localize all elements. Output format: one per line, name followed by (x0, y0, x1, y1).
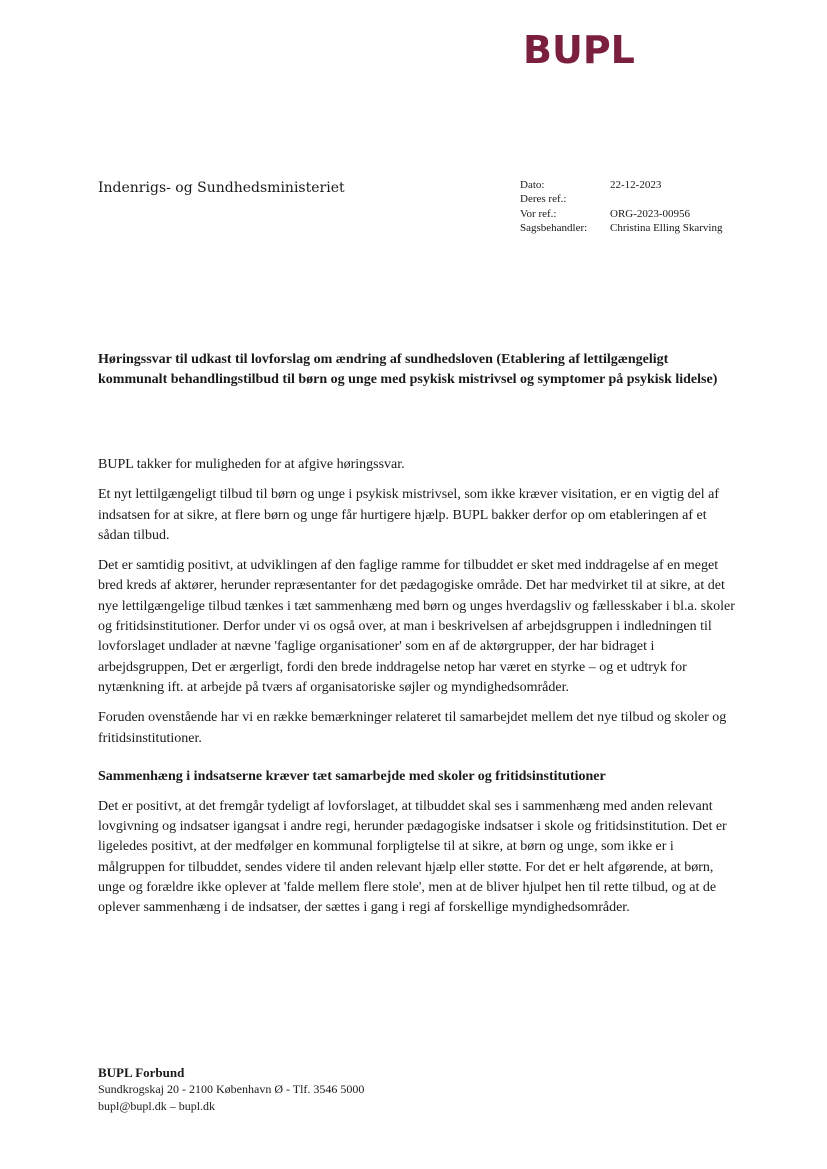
footer-contact: bupl@bupl.dk – bupl.dk (98, 1099, 216, 1113)
meta-value: ORG-2023-00956 (610, 207, 691, 220)
meta-label: Dato: (520, 179, 545, 191)
paragraph: Foruden ovenstående har vi en række bemærkninger relateret til samarbejdet mellem det nye tilbud og skoler og fritidsinstitutioner. (98, 710, 727, 746)
meta-label: Vor ref.: (520, 207, 557, 220)
paragraph: Det er samtidig positivt, at udviklingen af den faglige ramme for tilbuddet er sket med inddragelse af en meget bred kreds af aktører, herunder repræsentanter for det pædagogiske område. Det har medvirket til at sikre, at det nye lettilgængelige tilbud tænkes i tæt sammenhæng med børn og unges hverdagsliv og fællesskaber i bl.a. skoler og fritidsinstitutioner. Derfor under vi os også over, at man i beskrivelsen af arbejdsgruppen i indledningen til lovforslaget undlader at nævne 'faglige organisationer' som en af de aktørgrupper, der har bidraget i arbejdsgruppen, Det er ærgerligt, fordi den brede inddragelse netop har været en styrke – og et udtryk for nytænkning ift. at arbejde på tværs af organisatoriske søjler og myndighedsområder. (98, 558, 735, 695)
meta-label: Sagsbehandler: (520, 221, 588, 234)
paragraph: BUPL takker for muligheden for at afgive høringssvar. (98, 457, 405, 472)
subject-heading: Høringssvar til udkast til lovforslag om ændring af sundhedsloven (Etablering af lettilgængeligt kommunalt behandlingstilbud til børn og unge med psykisk mistrivsel og symptomer på psykisk lidelse) (98, 352, 718, 387)
footer (98, 1064, 364, 1115)
recipient: Indenrigs- og Sundhedsministeriet (98, 180, 345, 196)
paragraph: Det er positivt, at det fremgår tydeligt af lovforslaget, at tilbuddet skal ses i sammenhæng med anden relevant lovgivning og indsatser igangsat i andre regi, herunder pædagogiske indsatser i skole og fritidsinstitution. Det er ligeledes positivt, at der medfølger en kommunal forpligtelse til at sikre, at børn og unge, som ikke er i målgruppen for tilbuddet, sendes videre til anden relevant hjælp eller støtte. For det er helt afgørende, at børn, unge og forældre ikke oplever at 'falde mellem flere stole', men at de bliver hjulpet hen til rette tilbud, og at de oplever sammenhæng i de indsatser, der sættes i gang i regi af forskellige myndighedsområder. (98, 798, 727, 916)
meta-row-date (520, 178, 722, 192)
letter-meta (520, 178, 722, 235)
section-heading: Sammenhæng i indsatserne kræver tæt samarbejde med skoler og fritidsinstitutioner (98, 768, 606, 784)
paragraph: Et nyt lettilgængeligt tilbud til børn og unge i psykisk mistrivsel, som ikke kræver visitation, er en vigtig del af indsatsen for at sikre, at flere børn og unge får hurtigere hjælp. BUPL bakker derfor op om etableringen af et sådan tilbud. (98, 487, 719, 543)
meta-row-your-ref (520, 192, 722, 206)
letter-body (98, 455, 738, 929)
footer-address: Sundkrogskaj 20 - 2100 København Ø - Tlf. 3546 5000 (98, 1082, 365, 1096)
meta-row-case-officer (520, 221, 722, 235)
meta-value: 22-12-2023 (610, 179, 662, 191)
meta-row-our-ref (520, 207, 722, 221)
meta-value: Christina Elling Skarving (610, 221, 723, 234)
meta-label: Deres ref.: (520, 193, 567, 206)
footer-org: BUPL Forbund (98, 1065, 185, 1080)
bupl-logo: BUPL (523, 28, 635, 72)
